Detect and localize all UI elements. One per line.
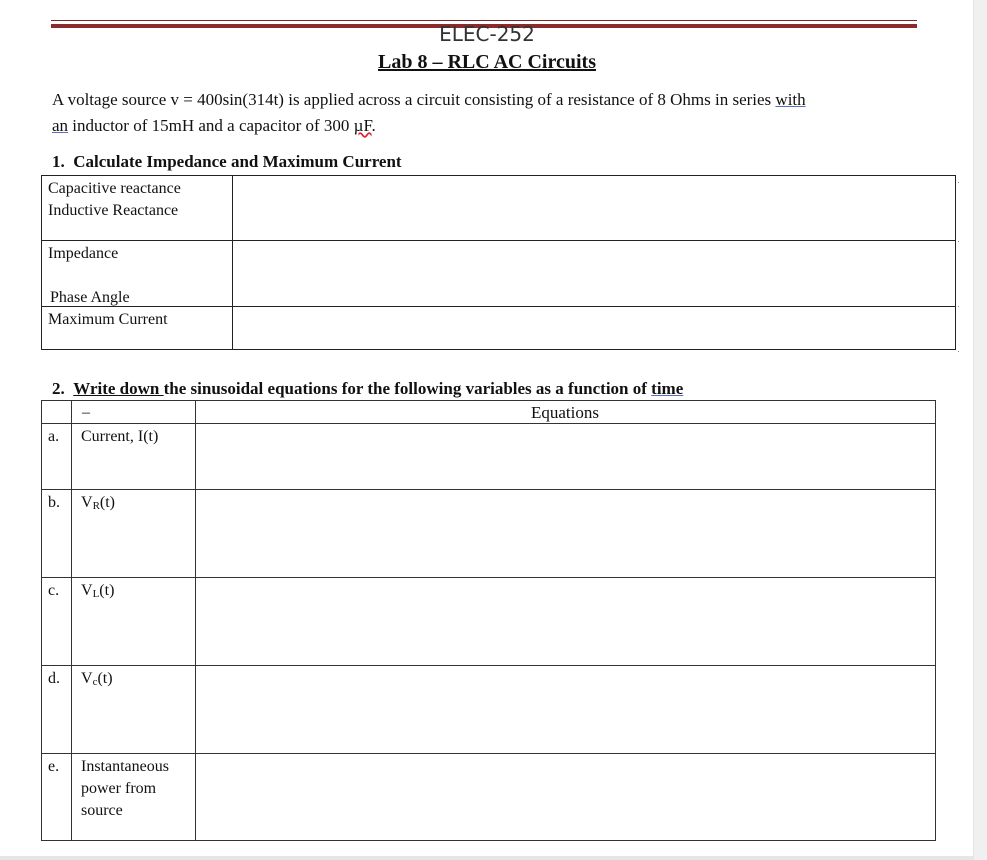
maximum-current-label: Maximum Current <box>48 311 168 328</box>
table-gridline-mark <box>958 306 959 307</box>
section-2-heading: 2. Write down the sinusoidal equations for the following variables as a function of time <box>52 379 684 398</box>
inductive-reactance-label: Inductive Reactance <box>48 202 179 219</box>
page-bottom-edge <box>0 856 974 860</box>
table1-answer-cell[interactable] <box>232 175 956 241</box>
phase-angle-label: Phase Angle <box>50 289 130 306</box>
intro-line-2: an inductor of 15mH and a capacitor of 300 µF. <box>52 116 376 135</box>
instantaneous-power-label-line-3: source <box>81 802 123 819</box>
equation-answer-cell[interactable] <box>195 753 936 841</box>
table2-header-cell <box>41 400 72 424</box>
equation-answer-cell[interactable] <box>195 489 936 578</box>
equation-answer-cell[interactable] <box>195 577 936 666</box>
row-letter: e. <box>48 758 60 775</box>
table1-answer-cell[interactable] <box>232 240 956 307</box>
row-letter: c. <box>48 582 60 599</box>
lab-title: Lab 8 – RLC AC Circuits <box>378 51 596 73</box>
row-letter: a. <box>48 428 60 445</box>
current-label: Current, I(t) <box>81 428 159 445</box>
course-code: ELEC-252 <box>439 22 535 46</box>
column-dash: – <box>82 404 90 421</box>
row-letter: b. <box>48 494 60 511</box>
header-rule-thin <box>51 20 917 21</box>
intro-line-1: A voltage source v = 400sin(314t) is applied across a circuit consisting of a resistance of 8 Ohms in series with <box>52 90 806 109</box>
equation-answer-cell[interactable] <box>195 423 936 490</box>
table-gridline-mark <box>958 241 959 242</box>
inductor-voltage-label: $V_L(t)$ <box>81 582 115 600</box>
table-gridline-mark <box>958 351 959 352</box>
row-letter: d. <box>48 670 60 687</box>
impedance-label: Impedance <box>48 245 119 262</box>
vertical-scrollbar[interactable] <box>973 0 987 860</box>
table-gridline-mark <box>958 182 959 183</box>
table1-answer-cell[interactable] <box>232 306 956 350</box>
equation-answer-cell[interactable] <box>195 665 936 754</box>
capacitor-voltage-label: $V_c(t)$ <box>81 670 113 688</box>
section-1-heading: 1. Calculate Impedance and Maximum Current <box>52 152 402 171</box>
instantaneous-power-label-line-1: Instantaneous <box>81 758 169 775</box>
resistor-voltage-label: $V_R(t)$ <box>81 494 116 512</box>
equations-column-header: Equations <box>531 403 599 422</box>
capacitive-reactance-label: Capacitive reactance <box>48 180 181 197</box>
instantaneous-power-label-line-2: power from <box>81 780 157 797</box>
